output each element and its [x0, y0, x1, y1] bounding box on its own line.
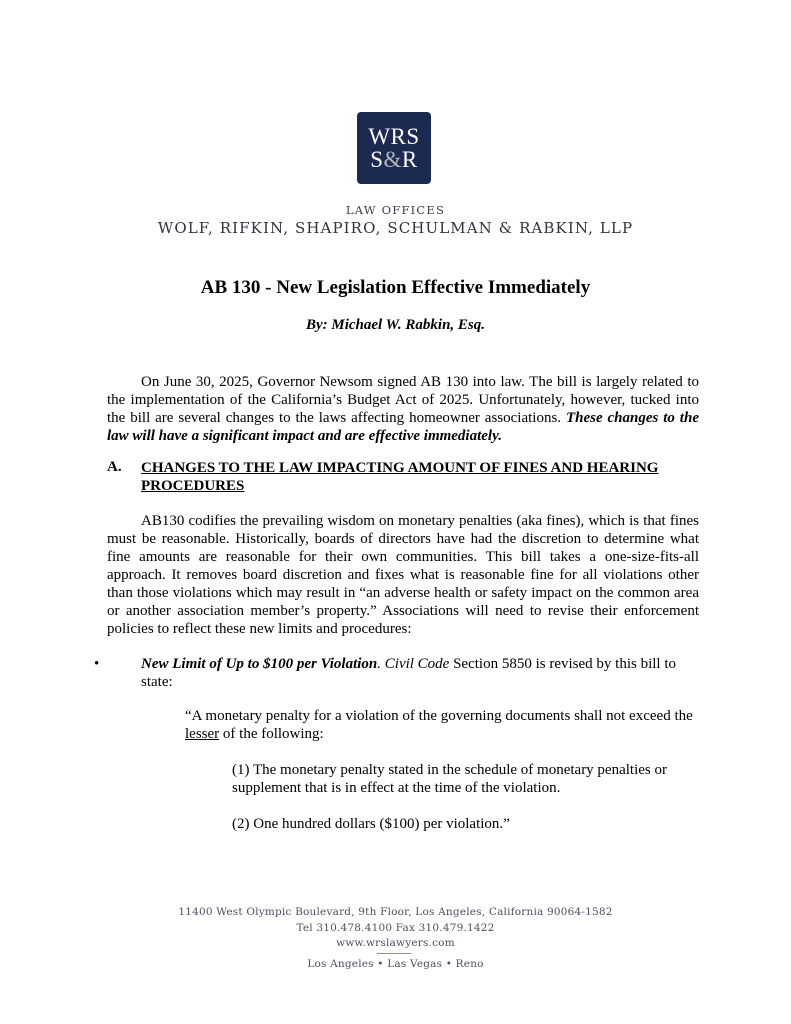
intro-emphasis: These changes to the law will have a significant impact and are effective immediately. [107, 410, 699, 444]
section-heading: CHANGES TO THE LAW IMPACTING AMOUNT OF FINES AND HEARING PROCEDURES [141, 460, 659, 494]
author-byline: By: Michael W. Rabkin, Esq. [305, 317, 486, 333]
firm-name: WOLF, RIFKIN, SHAPIRO, SCHULMAN & RABKIN, LLP [157, 219, 634, 237]
bullet-item: New Limit of Up to $100 per Violation. Civil Code Section 5850 is revised by this bill to state: [141, 656, 676, 690]
footer-divider [377, 953, 411, 954]
document-title: AB 130 - New Legislation Effective Immediately [200, 277, 591, 298]
footer-address: 11400 West Olympic Boulevard, 9th Floor, Los Angeles, California 90064-1582 [178, 906, 613, 918]
statute-quote: “A monetary penalty for a violation of the governing documents shall not exceed the lesser of the following: [185, 708, 693, 742]
footer-phone: Tel 310.478.4100 Fax 310.479.1422 [296, 922, 495, 934]
footer-locations: Los Angeles • Las Vegas • Reno [307, 958, 484, 970]
quote-item-2: (2) One hundred dollars ($100) per violation.” [232, 816, 510, 832]
intro-paragraph: On June 30, 2025, Governor Newsom signed AB 130 into law. The bill is largely related to the implementation of the California’s Budget Act of 2025. Unfortunately, however, tucked into the bill are several changes to the laws affecting homeowner associations. These changes to the law will have a significant impact and are effective immediately. [107, 374, 699, 444]
bullet-symbol: • [94, 656, 100, 672]
quote-item-1: (1) The monetary penalty stated in the schedule of monetary penalties or supplement that is in effect at the time of the violation. [232, 762, 667, 796]
firm-logo [357, 112, 431, 184]
bullet-lead: New Limit of Up to $100 per Violation [141, 656, 378, 672]
logo-line-1: WRS [368, 124, 420, 149]
logo-line-2: S&R [370, 147, 418, 172]
law-offices-label: LAW OFFICES [345, 203, 446, 217]
footer-website[interactable]: www.wrslawyers.com [336, 937, 455, 949]
civil-code-ref: Civil Code [384, 656, 450, 672]
section-letter: A. [107, 459, 122, 475]
section-paragraph: AB130 codifies the prevailing wisdom on monetary penalties (aka fines), which is that fines must be reasonable. Historically, boards of directors have had the discretion to determine what fine amounts are reasonable for their own communities. This bill takes a one-size-fits-all approach. It removes board discretion and fixes what is reasonable fine for all violations other than those violations which may result in “an adverse health or safety impact on the common area or another association member’s property.” Associations will need to revise their enforcement policies to reflect these new limits and procedures: [107, 513, 699, 637]
lesser-underlined: lesser [185, 726, 220, 742]
